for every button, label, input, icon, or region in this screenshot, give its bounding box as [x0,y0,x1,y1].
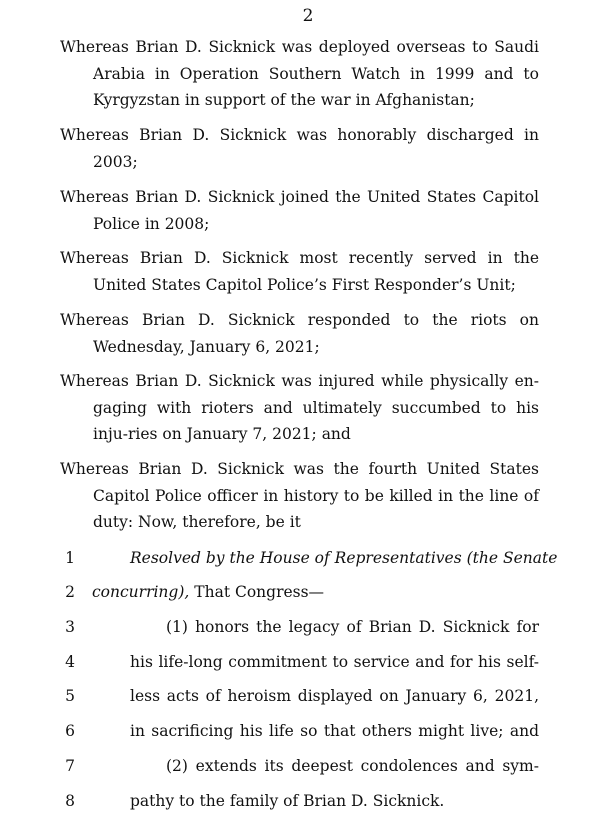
whereas-clause-6: Whereas Brian D. Sicknick was injured while physically en-gaging with rioters and ultimately succumbed to his inju-ries on January 7, 2021; and [60,372,539,443]
page-number: 2 [302,6,314,26]
line-number-8: 8 [65,792,75,810]
line-number-3: 3 [65,618,75,636]
line-number-6: 6 [65,722,75,740]
line-number-7: 7 [65,757,75,775]
resolved-line-8: pathy to the family of Brian D. Sicknick. [130,792,445,810]
resolved-concurring: concurring), [92,583,190,601]
whereas-clause-1: Whereas Brian D. Sicknick was deployed overseas to Saudi Arabia in Operation Southern Watch in 1999 and to Kyrgyzstan in support of the war in Afghanistan; [60,38,539,109]
line-number-1: 1 [65,549,75,567]
resolved-line-5: less acts of heroism displayed on January 6, 2021, [130,687,539,705]
resolved-line-7: (2) extends its deepest condolences and sym- [166,757,539,775]
line-number-2: 2 [65,583,75,601]
resolved-line-3: (1) honors the legacy of Brian D. Sicknick for [166,618,539,636]
resolved-line-2 [92,582,324,602]
resolved-line-1: Resolved by the House of Representatives (the Senate [130,549,558,567]
resolved-that-congress: That Congress— [189,583,325,601]
whereas-clause-7: Whereas Brian D. Sicknick was the fourth United States Capitol Police officer in history to be killed in the line of duty: Now, therefore, be it [60,460,539,531]
line-number-4: 4 [65,653,75,671]
whereas-clause-2: Whereas Brian D. Sicknick was honorably discharged in 2003; [60,126,539,171]
resolved-line-4: his life-long commitment to service and for his self- [130,653,539,671]
resolved-line-6: in sacrificing his life so that others might live; and [130,722,539,740]
line-number-5: 5 [65,687,75,705]
whereas-clause-5: Whereas Brian D. Sicknick responded to the riots on Wednesday, January 6, 2021; [60,311,539,356]
whereas-clause-3: Whereas Brian D. Sicknick joined the United States Capitol Police in 2008; [60,188,539,233]
whereas-clause-4: Whereas Brian D. Sicknick most recently served in the United States Capitol Police’s First Responder’s Unit; [60,249,539,294]
